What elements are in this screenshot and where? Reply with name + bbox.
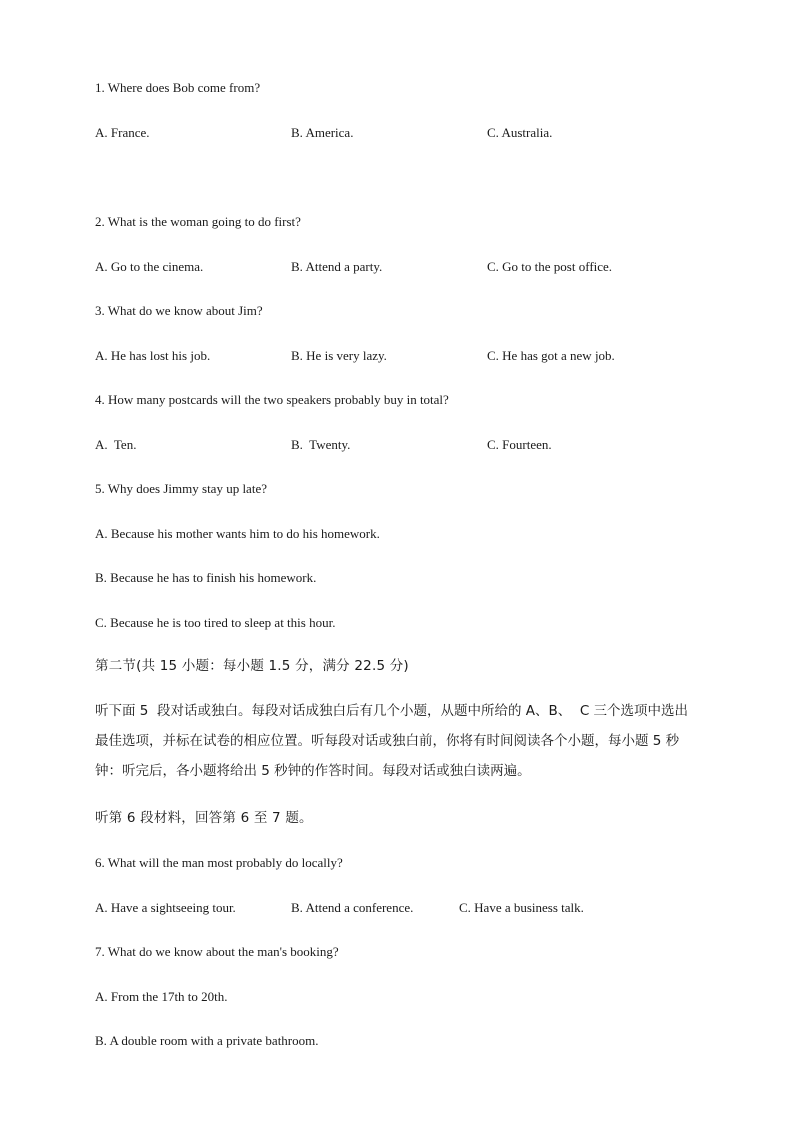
- q6-option-c: C. Have a business talk.: [459, 900, 584, 915]
- q1-option-a: A. France.: [95, 125, 150, 140]
- question-4: 4. How many postcards will the two speakers probably buy in total?: [95, 392, 449, 407]
- section-2-heading: 第二节(共 15 小题：每小题 1.5 分，满分 22.5 分): [95, 658, 409, 674]
- q7-option-a: A. From the 17th to 20th.: [95, 989, 228, 1004]
- question-2: 2. What is the woman going to do first?: [95, 214, 301, 229]
- q2-option-a: A. Go to the cinema.: [95, 259, 204, 274]
- q4-option-c: C. Fourteen.: [487, 437, 552, 452]
- question-7: 7. What do we know about the man's booking?: [95, 944, 339, 959]
- q2-option-b: B. Attend a party.: [291, 259, 383, 274]
- question-5: 5. Why does Jimmy stay up late?: [95, 481, 267, 496]
- q1-option-c: C. Australia.: [487, 125, 553, 140]
- instructions-line-3: 钟：听完后，各小题将给出 5 秒钟的作答时间。每段对话或独白读两遍。: [95, 763, 531, 779]
- q6-option-b: B. Attend a conference.: [291, 900, 414, 915]
- q6-option-a: A. Have a sightseeing tour.: [95, 900, 236, 915]
- q1-option-b: B. America.: [291, 125, 354, 140]
- instructions-line-2: 最佳选项，并标在试卷的相应位置。听每段对话或独白前，你将有时间阅读各个小题，每小题 5 秒: [95, 733, 680, 749]
- question-1: 1. Where does Bob come from?: [95, 80, 261, 95]
- q7-option-b: B. A double room with a private bathroom.: [95, 1033, 319, 1048]
- material-note: 听第 6 段材料，回答第 6 至 7 题。: [95, 810, 313, 826]
- q4-option-b: B. Twenty.: [291, 437, 351, 452]
- question-6: 6. What will the man most probably do locally?: [95, 855, 343, 870]
- q3-option-c: C. He has got a new job.: [487, 348, 615, 363]
- q5-option-c: C. Because he is too tired to sleep at this hour.: [95, 615, 336, 630]
- q3-option-b: B. He is very lazy.: [291, 348, 387, 363]
- instructions-line-1: 听下面 5 段对话或独白。每段对话成独白后有几个小题，从题中所给的 A、B、 C 三个选项中选出: [95, 703, 689, 719]
- section-2-instructions: [95, 696, 710, 786]
- question-3: 3. What do we know about Jim?: [95, 303, 263, 318]
- q4-option-a: A. Ten.: [95, 437, 137, 452]
- q2-option-c: C. Go to the post office.: [487, 259, 613, 274]
- q5-option-b: B. Because he has to finish his homework.: [95, 570, 317, 585]
- q3-option-a: A. He has lost his job.: [95, 348, 211, 363]
- q5-option-a: A. Because his mother wants him to do his homework.: [95, 526, 380, 541]
